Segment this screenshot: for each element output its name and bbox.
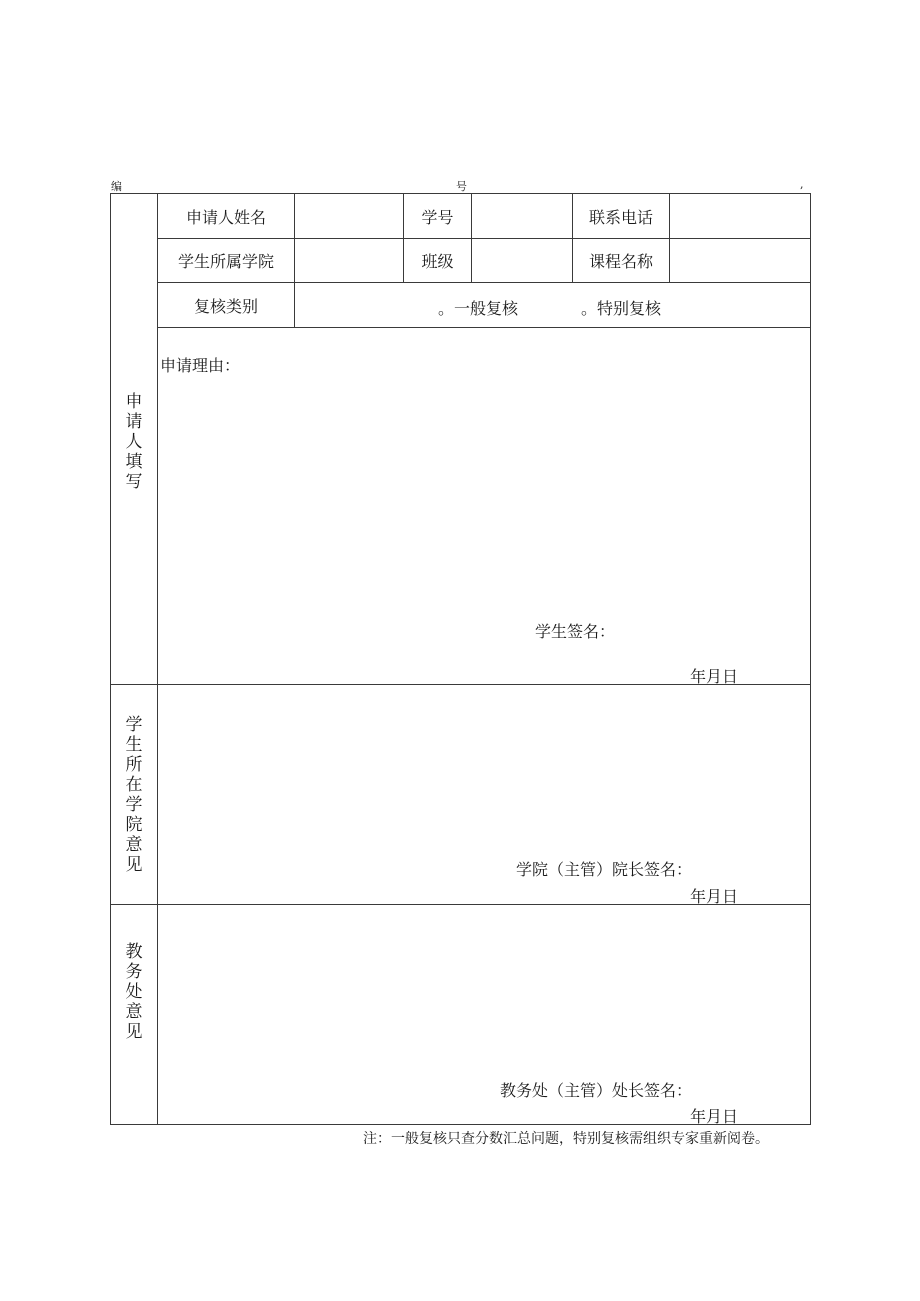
- class-field[interactable]: [472, 239, 572, 282]
- name-field[interactable]: [295, 194, 403, 238]
- phone-field[interactable]: [670, 194, 810, 238]
- applicant-date-label: 年月日: [690, 667, 739, 686]
- applicant-section-label: 申 请 人 填 写: [125, 392, 143, 492]
- college-label: 学生所属学院: [177, 252, 274, 271]
- student-id-field[interactable]: [472, 194, 572, 238]
- class-label: 班级: [421, 252, 454, 271]
- general-review-option[interactable]: 。一般复核: [438, 299, 519, 318]
- header-bian: 编: [111, 180, 122, 193]
- college-field[interactable]: [295, 239, 403, 282]
- name-label: 申请人姓名: [185, 207, 266, 227]
- college-opinion-field[interactable]: [158, 685, 810, 845]
- college-opinion-section-label: 学 生 所 在 学 院 意 见: [125, 715, 143, 875]
- director-signature-label: 教务处（主管）处长签名：: [500, 1081, 693, 1100]
- student-id-label: 学号: [421, 207, 454, 227]
- header-comma: ,: [800, 178, 804, 191]
- header-hao: 号: [456, 180, 467, 193]
- dean-signature-label: 学院（主管）院长签名：: [516, 860, 693, 879]
- review-type-label: 复核类别: [193, 296, 258, 316]
- special-review-option[interactable]: 。特别复核: [581, 299, 662, 318]
- course-label: 课程名称: [588, 252, 653, 271]
- academic-affairs-section-label: 教 务 处 意 见: [125, 942, 143, 1042]
- college-date-label: 年月日: [690, 887, 739, 906]
- academic-date-label: 年月日: [690, 1107, 739, 1126]
- course-field[interactable]: [670, 239, 810, 282]
- academic-affairs-opinion-field[interactable]: [158, 905, 810, 1065]
- student-signature-label: 学生签名：: [535, 622, 616, 641]
- reason-field[interactable]: [158, 380, 810, 610]
- phone-label: 联系电话: [588, 207, 653, 227]
- footnote: 注：一般复核只查分数汇总问题，特别复核需组织专家重新阅卷。: [363, 1131, 769, 1147]
- reason-label: 申请理由：: [160, 356, 241, 375]
